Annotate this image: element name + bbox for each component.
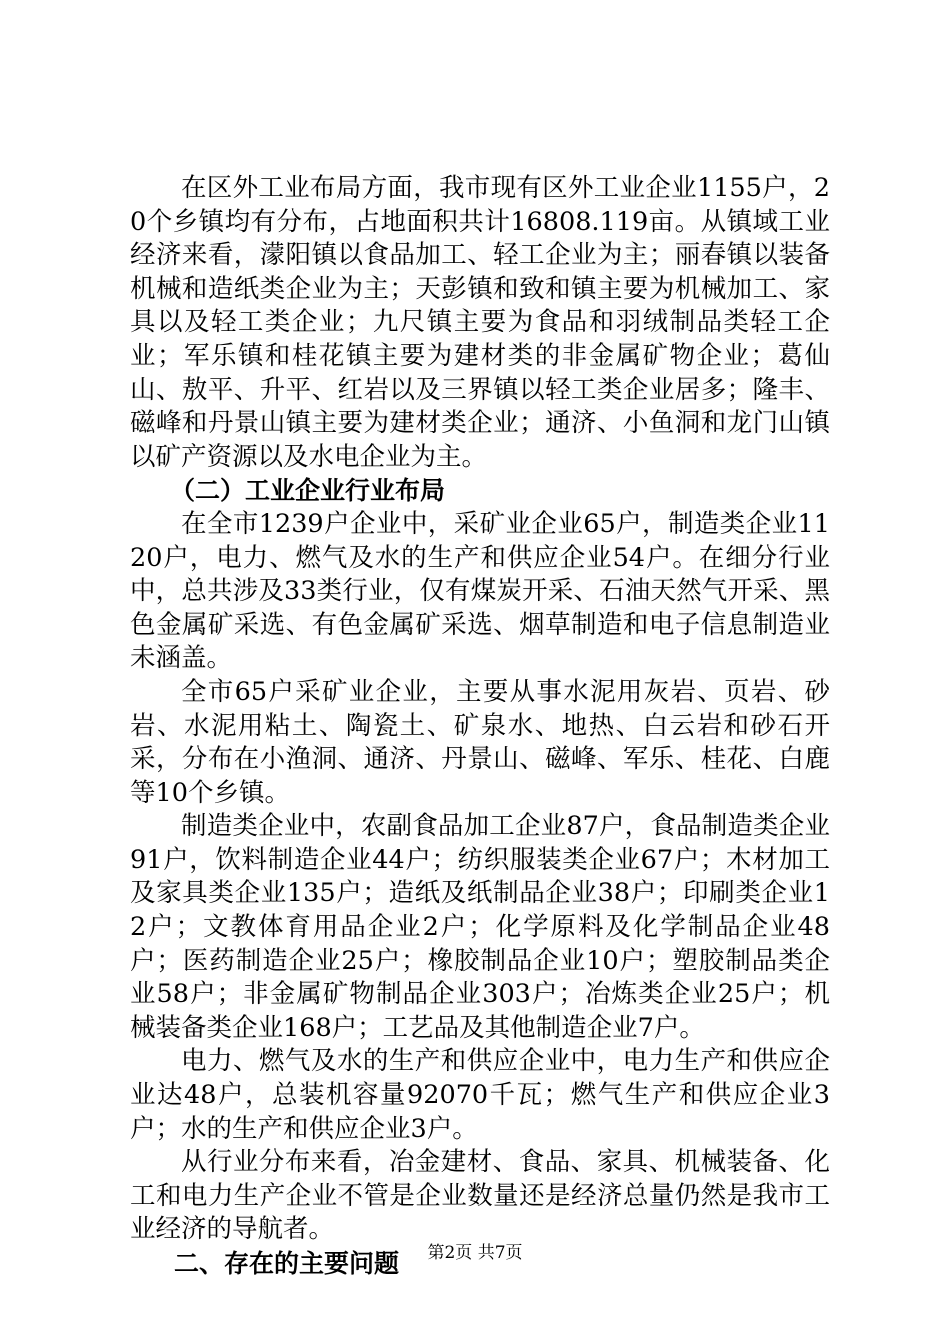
section-heading-industry-sector-layout: （二）工业企业行业布局: [170, 476, 446, 506]
paragraph-outer-industry-layout: 在区外工业布局方面，我市现有区外工业企业1155户，20个乡镇均有分布，占地面积共计16808.119亩。从镇域工业经济来看，濛阳镇以食品加工、轻工企业为主；丽春镇以装备机械和造纸类企业为主；天彭镇和致和镇主要为机械加工、家具以及轻工类企业；九尺镇主要为食品和羽绒制品类轻工企业；军乐镇和桂花镇主要为建材类的非金属矿物企业；葛仙山、敖平、升平、红岩以及三界镇以轻工类企业居多；隆丰、磁峰和丹景山镇主要为建材类企业；通济、小鱼洞和龙门山镇以矿产资源以及水电企业为主。: [130, 173, 830, 472]
paragraph-industry-distribution: 从行业分布来看，冶金建材、食品、家具、机械装备、化工和电力生产企业不管是企业数量还是经济总量仍然是我市工业经济的导航者。: [130, 1147, 830, 1245]
page-number-footer: 第2页 共7页: [427, 1243, 523, 1263]
paragraph-utility-enterprises: 电力、燃气及水的生产和供应企业中，电力生产和供应企业达48户，总装机容量92070千瓦；燃气生产和供应企业3户；水的生产和供应企业3户。: [130, 1046, 830, 1144]
section-heading-main-problems: 二、存在的主要问题: [174, 1249, 400, 1278]
paragraph-manufacturing-enterprises: 制造类企业中，农副食品加工企业87户，食品制造类企业91户，饮料制造企业44户；纺织服装类企业67户；木材加工及家具类企业135户；造纸及纸制品企业38户；印刷类企业12户；文教体育用品企业2户；化学原料及化学制品企业48户；医药制造企业25户；橡胶制品企业10户；塑胶制品类企业58户；非金属矿物制品企业303户；冶炼类企业25户；机械装备类企业168户；工艺品及其他制造企业7户。: [130, 811, 830, 1043]
paragraph-mining-enterprises: 全市65户采矿业企业，主要从事水泥用灰岩、页岩、砂岩、水泥用粘土、陶瓷土、矿泉水、地热、白云岩和砂石开采，分布在小渔洞、通济、丹景山、磁峰、军乐、桂花、白鹿等10个乡镇。: [130, 676, 830, 808]
document-body: [130, 172, 830, 1281]
paragraph-enterprise-summary: 在全市1239户企业中，采矿业企业65户，制造类企业1120户，电力、燃气及水的生产和供应企业54户。在细分行业中，总共涉及33类行业，仅有煤炭开采、石油天然气开采、黑色金属矿采选、有色金属矿采选、烟草制造和电子信息制造业未涵盖。: [130, 508, 830, 674]
